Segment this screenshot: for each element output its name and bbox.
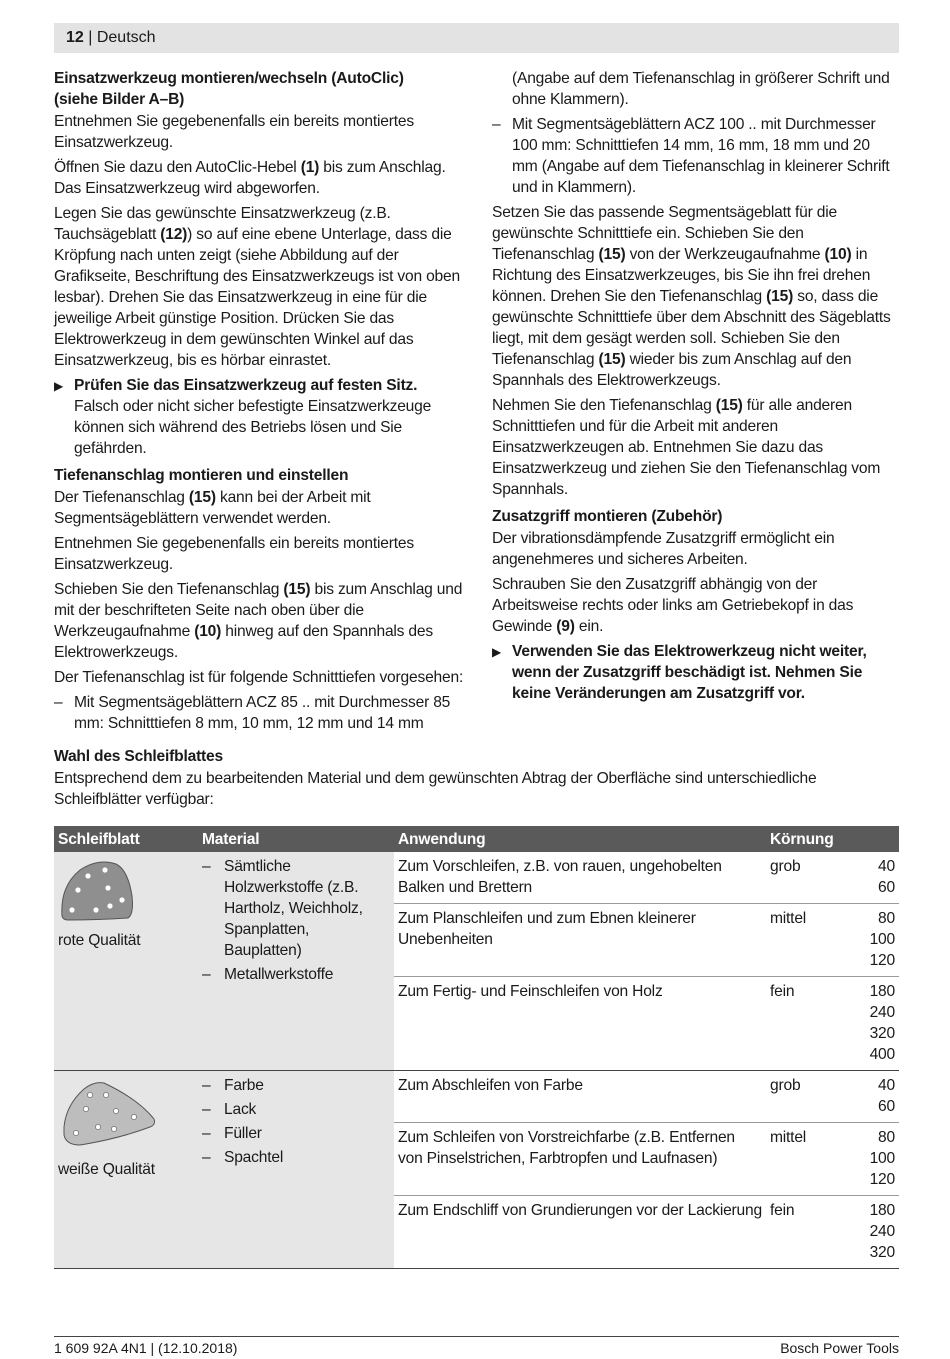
grade-cell: mittel: [766, 1123, 849, 1196]
use-cell: Zum Abschleifen von Farbe: [394, 1071, 766, 1123]
document-number: 1 609 92A 4N1 | (12.10.2018): [54, 1340, 238, 1356]
column-header: Körnung: [766, 826, 899, 852]
list-item: – Lack: [202, 1101, 257, 1118]
grade-cell: mittel: [766, 904, 849, 977]
grade-cell: grob: [766, 852, 849, 904]
list-item: – Mit Segmentsägeblättern ACZ 100 .. mit Durchmesser 100 mm: Schnitttiefen 14 mm, 16 mm, 18 mm und 20 mm (Angabe auf dem Tiefenanschlag in kleinerer Schrift und in Klammern).: [492, 116, 890, 196]
dash-marker: –: [492, 116, 501, 133]
section-title-zusatzgriff: Zusatzgriff montieren (Zubehör): [492, 508, 723, 525]
paragraph: Schieben Sie den Tiefenanschlag (15) bis zum Anschlag und mit der beschrifteten Seite nach oben über die Werkzeugaufnahme (10) hinweg auf den Spannhals des Elektrowerkzeugs.: [54, 581, 463, 661]
grit-cell: 40 60: [849, 852, 899, 904]
grit-cell: 80 100 120: [849, 1123, 899, 1196]
table-header-row: [54, 826, 899, 852]
grit-cell: 180 240 320 400: [849, 977, 899, 1071]
paragraph: Der Tiefenanschlag (15) kann bei der Arbeit mit Segmentsägeblättern verwendet werden.: [54, 489, 371, 527]
list-item: – Farbe: [202, 1077, 264, 1094]
sanding-sheet-cell: [54, 1071, 198, 1269]
grade-cell: fein: [766, 1196, 849, 1269]
paragraph: Schrauben Sie den Zusatzgriff abhängig von der Arbeitsweise rechts oder links am Getriebekopf in das Gewinde (9) ein.: [492, 576, 854, 635]
list-item: – Sämtliche Holzwerkstoffe (z.B. Hartholz, Weichholz, Spanplatten, Bauplatten): [202, 858, 363, 959]
sanding-sheet-table: [54, 826, 899, 1269]
paragraph: Entsprechend dem zu bearbeitenden Material und dem gewünschten Abtrag der Oberfläche sind unterschiedliche Schleifblätter verfügbar:: [54, 770, 817, 808]
header-separator: |: [83, 29, 97, 46]
grade-cell: fein: [766, 977, 849, 1071]
grit-cell: 80 100 120: [849, 904, 899, 977]
list-item: – Füller: [202, 1125, 262, 1142]
brand-name: Bosch Power Tools: [780, 1340, 899, 1356]
warning-note: ▶ Verwenden Sie das Elektrowerkzeug nicht weiter, wenn der Zusatzgriff beschädigt ist. Nehmen Sie keine Veränderungen am Zusatzgriff vor.: [492, 643, 867, 702]
right-column: [492, 68, 899, 708]
header-language: Deutsch: [96, 29, 156, 46]
list-item-continuation: (Angabe auf dem Tiefenanschlag in größerer Schrift und ohne Klammern).: [512, 70, 890, 108]
paragraph: Setzen Sie das passende Segmentsägeblatt für die gewünschte Schnitttiefe ein. Schieben Sie den Tiefenanschlag (15) von der Werkzeugaufnahme (10) in Richtung des Einsatzwerkzeuges, bis Sie ihn frei drehen können. Drehen Sie den Tiefenanschlag (15) so, dass die gewünschte Schnitttiefe über dem Abschnitt des Sägeblatts liegt, mit dem gesägt werden soll. Schieben Sie den Tiefenanschlag (15) wieder bis zum Anschlag auf den Spannhals des Elektrowerkzeugs.: [492, 204, 891, 389]
paragraph: Nehmen Sie den Tiefenanschlag (15) für alle anderen Schnitttiefen und für die Arbeit mit anderen Einsatzwerkzeugen ab. Entnehmen Sie dazu das Einsatzwerkzeug und ziehen Sie den Tiefenanschlag vom Spannhals.: [492, 397, 881, 498]
table-row: [54, 1071, 899, 1123]
triangle-bullet-icon: ▶: [54, 379, 64, 393]
delta-sanding-sheet-icon: [58, 1075, 158, 1151]
grade-cell: grob: [766, 1071, 849, 1123]
paragraph: Der Tiefenanschlag ist für folgende Schnitttiefen vorgesehen:: [54, 669, 464, 686]
use-cell: Zum Planschleifen und zum Ebnen kleinerer Unebenheiten: [394, 904, 766, 977]
section-title-autoclic: Einsatzwerkzeug montieren/wechseln (AutoClic) (siehe Bilder A–B): [54, 70, 404, 108]
column-header: Material: [198, 826, 394, 852]
delta-sanding-sheet-icon: [58, 856, 136, 922]
table-row: [54, 852, 899, 904]
dash-marker: –: [54, 694, 63, 711]
paragraph: Öffnen Sie dazu den AutoClic-Hebel (1) bis zum Anschlag. Das Einsatzwerkzeug wird abgeworfen.: [54, 159, 446, 197]
section-title-tiefenanschlag: Tiefenanschlag montieren und einstellen: [54, 467, 349, 484]
triangle-bullet-icon: ▶: [492, 645, 502, 659]
list-item: – Spachtel: [202, 1149, 284, 1166]
quality-label: rote Qualität: [58, 932, 141, 949]
quality-label: weiße Qualität: [58, 1161, 155, 1178]
sanding-sheet-cell: [54, 852, 198, 1071]
list-item: – Mit Segmentsägeblättern ACZ 85 .. mit Durchmesser 85 mm: Schnitttiefen 8 mm, 10 mm, 12 mm und 14 mm: [54, 694, 451, 732]
paragraph: Der vibrationsdämpfende Zusatzgriff ermöglicht ein angenehmeres und sicheres Arbeiten.: [492, 530, 835, 568]
grit-cell: 180 240 320: [849, 1196, 899, 1269]
page-footer: [54, 1336, 899, 1356]
column-header: Schleifblatt: [54, 826, 198, 852]
material-cell: [198, 1071, 394, 1269]
use-cell: Zum Vorschleifen, z.B. von rauen, ungehobelten Balken und Brettern: [394, 852, 766, 904]
grit-cell: 40 60: [849, 1071, 899, 1123]
page-number: 12: [66, 29, 84, 46]
use-cell: Zum Fertig- und Feinschleifen von Holz: [394, 977, 766, 1071]
section-title-schleifblatt: Wahl des Schleifblattes: [54, 748, 223, 765]
paragraph: Legen Sie das gewünschte Einsatzwerkzeug (z.B. Tauchsägeblatt (12)) so auf eine ebene Unterlage, dass die Kröpfung nach unten zeigt (siehe Abbildung auf der Grafikseite, Beschriftung des Einsatzwerkzeugs ist von oben lesbar). Drehen Sie das Einsatzwerkzeug in eine für die jeweilige Arbeit günstige Position. Drücken Sie das Elektrowerkzeug in dem gewünschten Winkel auf das Einsatzwerkzeug, bis es hörbar einrastet.: [54, 205, 460, 369]
list-item: – Metallwerkstoffe: [202, 966, 334, 983]
section-schleifblatt: [54, 746, 899, 810]
column-header: Anwendung: [394, 826, 766, 852]
left-column: [54, 68, 464, 738]
warning-note: ▶ Prüfen Sie das Einsatzwerkzeug auf festen Sitz. Falsch oder nicht sicher befestigte Einsatzwerkzeuge können sich während des Betriebs lösen und Sie gefährden.: [54, 377, 432, 457]
use-cell: Zum Endschliff von Grundierungen vor der Lackierung: [394, 1196, 766, 1269]
paragraph: Entnehmen Sie gegebenenfalls ein bereits montiertes Einsatzwerkzeug.: [54, 113, 414, 151]
use-cell: Zum Schleifen von Vorstreichfarbe (z.B. Entfernen von Pinselstrichen, Farbtropfen und Laufnasen): [394, 1123, 766, 1196]
material-cell: [198, 852, 394, 1071]
paragraph: Entnehmen Sie gegebenenfalls ein bereits montiertes Einsatzwerkzeug.: [54, 535, 414, 573]
page-header: [54, 23, 899, 53]
